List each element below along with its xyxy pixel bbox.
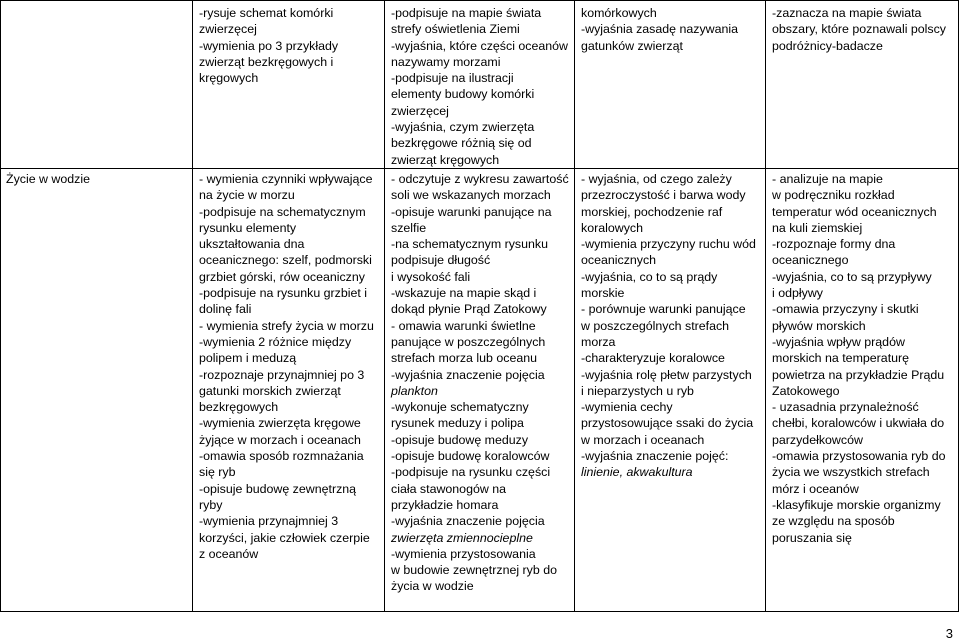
- requirement-line: obszary, które poznawali polscy: [772, 22, 947, 37]
- requirement-line: rysunek meduzy i polipa: [391, 416, 524, 431]
- requirement-line: bezkręgowych: [199, 400, 279, 415]
- requirement-line: dokąd płynie Prąd Zatokowy: [391, 302, 547, 317]
- requirement-line: -wyjaśnia, co to są przypływy: [772, 269, 932, 284]
- requirement-line: morskiej, pochodzenie raf: [581, 204, 723, 219]
- requirement-line: zwierzęcej: [199, 22, 257, 37]
- requirement-line: strefach morza lub oceanu: [391, 351, 538, 366]
- requirement-line: morza: [581, 334, 616, 349]
- requirement-line: mórz i oceanów: [772, 481, 859, 496]
- requirement-line: poruszania się: [772, 530, 852, 545]
- requirement-line: w poszczególnych strefach: [581, 318, 730, 333]
- requirement-line: -wymienia przystosowania: [391, 546, 536, 561]
- requirement-line: i odpływy: [772, 286, 823, 301]
- requirement-line: temperatur wód oceanicznych: [772, 204, 937, 219]
- requirement-line: morskich na temperaturę: [772, 351, 910, 366]
- requirement-line: w budowie zewnętrznej ryb do: [391, 563, 557, 578]
- requirement-line: polipem i meduzą: [199, 351, 297, 366]
- requirement-line: komórkowych: [581, 6, 657, 20]
- requirement-cell: [385, 171, 574, 595]
- requirement-line: Zatokowego: [772, 383, 840, 398]
- requirement-line: ryby: [199, 497, 223, 512]
- requirement-line: -wyjaśnia zasadę nazywania: [581, 22, 739, 37]
- requirement-cell: [193, 171, 384, 562]
- requirement-line: -podpisuje na mapie świata: [391, 6, 542, 20]
- requirement-line: -rozpoznaje formy dna: [772, 237, 896, 252]
- requirement-line: -opisuje budowę meduzy: [391, 432, 529, 447]
- requirement-line: -na schematycznym rysunku: [391, 237, 549, 252]
- requirement-line: parzydełkowców: [772, 432, 863, 447]
- requirement-line: panujące w poszczególnych: [391, 334, 546, 349]
- requirement-line: -rozpoznaje przynajmniej po 3: [199, 367, 365, 382]
- requirement-line: - wymienia strefy życia w morzu: [199, 318, 374, 333]
- requirement-line: grzbiet górski, rów oceaniczny: [199, 269, 365, 284]
- requirement-line: elementy budowy komórki: [391, 87, 535, 102]
- requirement-line: -wyjaśnia znaczenie pojęć:: [581, 449, 729, 464]
- requirement-line: bezkręgowe różnią się od: [391, 136, 532, 151]
- requirement-line: -opisuje budowę zewnętrzną: [199, 481, 357, 496]
- topic-cell: [0, 171, 192, 187]
- requirement-line: - wyjaśnia, od czego zależy: [581, 172, 732, 186]
- requirement-line: -wymienia 2 różnice między: [199, 334, 352, 349]
- requirement-line: -klasyfikuje morskie organizmy: [772, 497, 941, 512]
- requirement-line: -wyjaśnia, co to są prądy: [581, 269, 718, 284]
- requirement-line: chełbi, koralowców i ukwiała do: [772, 416, 945, 431]
- requirement-line: - wymienia czynniki wpływające: [199, 172, 373, 186]
- requirement-cell: [193, 5, 384, 86]
- requirement-line: -podpisuje na ilustracji: [391, 71, 514, 86]
- requirement-line: -omawia przystosowania ryb do: [772, 449, 946, 464]
- requirement-line: -wyjaśnia znaczenie pojęcia: [391, 367, 545, 382]
- requirement-line: oceanicznego: [772, 253, 849, 268]
- requirement-line: powietrza na przykładzie Prądu: [772, 367, 945, 382]
- requirement-line: przystosowujące ssaki do życia: [581, 416, 754, 431]
- requirement-cell: [575, 5, 765, 54]
- requirement-line: -wykonuje schematyczny: [391, 400, 529, 415]
- requirement-line: -opisuje warunki panujące na: [391, 204, 552, 219]
- requirement-line: przykładzie homara: [391, 497, 499, 512]
- requirement-line: strefy oświetlenia Ziemi: [391, 22, 520, 37]
- requirement-line: -charakteryzuje koralowce: [581, 351, 725, 366]
- requirement-line: - odczytuje z wykresu zawartość: [391, 172, 569, 186]
- requirement-line: -omawia przyczyny i skutki: [772, 302, 919, 317]
- requirement-line: w podręczniku rozkład: [772, 188, 895, 203]
- requirement-line: podpisuje długość: [391, 253, 491, 268]
- requirement-line: -podpisuje na rysunku grzbiet i: [199, 286, 368, 301]
- term-line: linienie, akwakultura: [581, 465, 693, 480]
- requirement-line: koralowych: [581, 220, 643, 235]
- term-line: zwierzęta zmiennocieplne: [391, 530, 533, 545]
- requirement-line: -wyjaśnia, które części oceanów: [391, 38, 568, 53]
- requirement-line: się ryb: [199, 465, 236, 480]
- requirement-line: -wyjaśnia, czym zwierzęta: [391, 120, 535, 135]
- requirement-line: -podpisuje na rysunku części: [391, 465, 551, 480]
- requirement-line: zwierzęcej: [391, 103, 449, 118]
- requirement-line: -wyjaśnia znaczenie pojęcia: [391, 514, 545, 529]
- requirement-line: nazywamy morzami: [391, 54, 501, 69]
- requirement-line: oceanicznego: szelf, podmorski: [199, 253, 372, 268]
- requirement-line: żyjące w morzach i oceanach: [199, 432, 361, 447]
- requirement-line: oceanicznych: [581, 253, 657, 268]
- requirement-line: na kuli ziemskiej: [772, 220, 863, 235]
- requirement-line: szelfie: [391, 220, 427, 235]
- requirement-line: -opisuje budowę koralowców: [391, 449, 550, 464]
- requirement-line: pływów morskich: [772, 318, 866, 333]
- requirement-line: na życie w morzu: [199, 188, 295, 203]
- requirement-line: -podpisuje na schematycznym: [199, 204, 366, 219]
- requirement-cell: [575, 171, 765, 481]
- requirement-line: przezroczystość i barwa wody: [581, 188, 746, 203]
- requirement-line: - analizuje na mapie: [772, 172, 883, 186]
- requirement-line: -omawia sposób rozmnażania: [199, 449, 364, 464]
- requirement-line: podróżnicy-badacze: [772, 38, 883, 53]
- requirement-line: morskie: [581, 286, 625, 301]
- requirement-line: ze względu na sposób: [772, 514, 895, 529]
- requirement-line: -wymienia przyczyny ruchu wód: [581, 237, 756, 252]
- requirement-line: -wyjaśnia rolę płetw parzystych: [581, 367, 752, 382]
- requirement-line: i nieparzystych u ryb: [581, 383, 694, 398]
- requirement-line: w morzach i oceanach: [581, 432, 705, 447]
- requirement-line: dolinę fali: [199, 302, 252, 317]
- requirement-line: -wymienia zwierzęta kręgowe: [199, 416, 361, 431]
- requirement-line: rysunku elementy: [199, 220, 297, 235]
- row-divider: [0, 168, 959, 169]
- requirement-line: zwierząt kręgowych: [391, 152, 500, 167]
- requirement-line: -wymienia cechy: [581, 400, 673, 415]
- requirement-line: -wyjaśnia wpływ prądów: [772, 334, 905, 349]
- requirement-line: i wysokość fali: [391, 269, 471, 284]
- requirement-cell: [385, 5, 574, 168]
- requirement-line: ciała stawonogów na: [391, 481, 507, 496]
- requirement-cell: [766, 5, 958, 54]
- page-number: 3: [945, 626, 953, 641]
- requirement-line: -zaznacza na mapie świata: [772, 6, 922, 20]
- table-border-top: [0, 0, 959, 1]
- requirement-line: gatunki morskich zwierząt: [199, 383, 341, 398]
- requirement-line: -wymienia przynajmniej 3: [199, 514, 339, 529]
- requirement-line: zwierząt bezkręgowych i: [199, 54, 334, 69]
- requirement-line: -wymienia po 3 przykłady: [199, 38, 339, 53]
- column-divider: [0, 0, 1, 612]
- term-line: plankton: [391, 383, 438, 398]
- requirement-line: kręgowych: [199, 71, 259, 86]
- requirement-line: z oceanów: [199, 546, 259, 561]
- requirement-line: życia w wodzie: [391, 579, 474, 594]
- requirement-line: życia we wszystkich strefach: [772, 465, 930, 480]
- requirement-cell: [766, 171, 958, 546]
- requirement-line: ukształtowania dna: [199, 237, 305, 252]
- topic-label: Życie w wodzie: [6, 172, 91, 186]
- requirement-line: korzyści, jakie człowiek czerpie: [199, 530, 370, 545]
- requirement-line: - omawia warunki świetlne: [391, 318, 536, 333]
- requirement-line: soli we wskazanych morzach: [391, 188, 551, 203]
- requirement-line: -wskazuje na mapie skąd i: [391, 286, 537, 301]
- table-border-bottom: [0, 611, 959, 612]
- requirement-line: - uzasadnia przynależność: [772, 400, 919, 415]
- requirement-line: gatunków zwierząt: [581, 38, 683, 53]
- requirement-line: -rysuje schemat komórki: [199, 6, 334, 20]
- requirement-line: - porównuje warunki panujące: [581, 302, 746, 317]
